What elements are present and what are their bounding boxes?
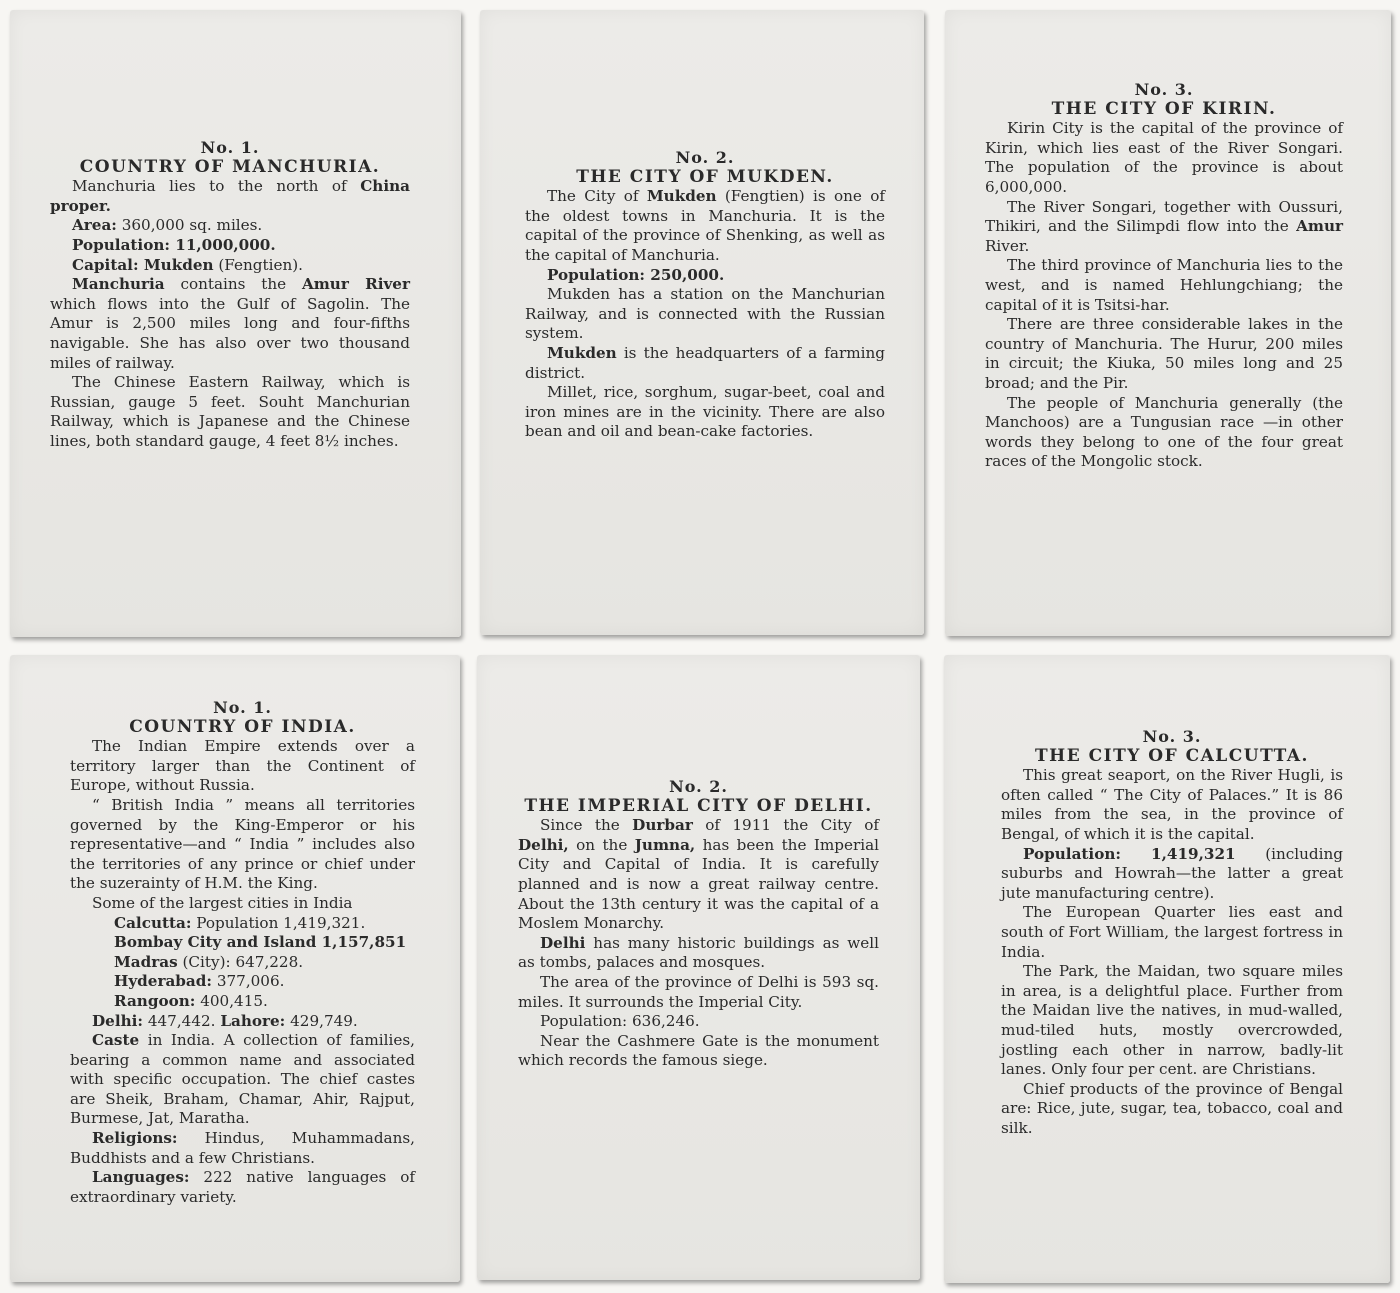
paragraph: Manchuria lies to the north of China proper. bbox=[50, 177, 410, 215]
card-number: No. 2. bbox=[675, 148, 735, 167]
paragraph: Some of the largest cities in India bbox=[92, 893, 353, 912]
card-text bbox=[70, 698, 415, 1207]
paragraph: Chief products of the province of Bengal are: Rice, jute, sugar, tea, tobacco, coal and silk. bbox=[1001, 1079, 1343, 1137]
card-title: THE CITY OF KIRIN. bbox=[1051, 98, 1277, 119]
area-line: Area: 360,000 sq. miles. bbox=[72, 216, 263, 235]
card-title: THE CITY OF CALCUTTA. bbox=[1035, 745, 1309, 766]
card-title: THE CITY OF MUKDEN. bbox=[576, 166, 834, 187]
card-number: No. 3. bbox=[1142, 727, 1202, 746]
card-number: No. 2. bbox=[669, 777, 728, 796]
paragraph: The area of the province of Delhi is 593 sq. miles. It surrounds the Imperial City. bbox=[518, 972, 879, 1011]
card-text bbox=[985, 80, 1343, 472]
population-line: Population: 11,000,000. bbox=[72, 235, 276, 254]
card-text bbox=[518, 777, 879, 1071]
card-city-of-mukden bbox=[480, 10, 924, 635]
paragraph: There are three considerable lakes in the country of Manchuria. The Hurur, 200 miles in circuit; the Kiuka, 50 miles long and 25 broad; and the Pir. bbox=[985, 315, 1343, 392]
paragraph: Mukden is the headquarters of a farming district. bbox=[525, 343, 885, 382]
card-text bbox=[1001, 727, 1343, 1138]
paragraph: Languages: 222 native languages of extraordinary variety. bbox=[70, 1168, 415, 1206]
card-title: COUNTRY OF INDIA. bbox=[129, 716, 356, 737]
city-line: Madras (City): 647,228. bbox=[114, 952, 304, 971]
card-text bbox=[50, 138, 410, 452]
paragraph: This great seaport, on the River Hugli, is often called “ The City of Palaces.” It is 86 miles from the sea, in the province of Bengal, of which it is the capital. bbox=[1001, 766, 1343, 843]
capital-line: Capital: Mukden (Fengtien). bbox=[72, 255, 303, 274]
paragraph: Millet, rice, sorghum, sugar-beet, coal and iron mines are in the vicinity. There are also bean and oil and bean-cake factories. bbox=[525, 383, 885, 441]
city-line: Delhi: 447,442. Lahore: 429,749. bbox=[92, 1011, 358, 1030]
population-line: Population: 1,419,321 (including suburbs and Howrah—the latter a great jute manufacturing centre). bbox=[1001, 844, 1343, 902]
paragraph: Near the Cashmere Gate is the monument which records the famous siege. bbox=[518, 1031, 879, 1070]
paragraph: Delhi has many historic buildings as well as tombs, palaces and mosques. bbox=[518, 933, 879, 972]
card-title: THE IMPERIAL CITY OF DELHI. bbox=[524, 795, 873, 816]
paragraph: The third province of Manchuria lies to the west, and is named Hehlungchiang; the capital of it is Tsitsi-har. bbox=[985, 256, 1343, 314]
paragraph: The people of Manchuria generally (the Manchoos) are a Tungusian race —in other words they belong to one of the four great races of the Mongolic stock. bbox=[985, 393, 1343, 471]
city-line: Hyderabad: 377,006. bbox=[114, 972, 285, 991]
card-number: No. 3. bbox=[1134, 80, 1194, 99]
paragraph: Religions: Hindus, Muhammadans, Buddhists and a few Christians. bbox=[70, 1129, 415, 1167]
city-line: Rangoon: 400,415. bbox=[114, 991, 268, 1010]
paragraph: The European Quarter lies east and south of Fort William, the largest fortress in India. bbox=[1001, 903, 1343, 961]
card-country-of-manchuria bbox=[10, 10, 461, 637]
paragraph: “ British India ” means all territories governed by the King-Emperor or his representative—and “ India ” includes also the territories of any prince or chief under the suzerainty of H.M. the King. bbox=[70, 795, 415, 893]
card-title: COUNTRY OF MANCHURIA. bbox=[79, 156, 381, 177]
paragraph: The City of Mukden (Fengtien) is one of the oldest towns in Manchuria. It is the capital of the province of Shenking, as well as the capital of Manchuria. bbox=[525, 187, 886, 264]
card-city-of-kirin bbox=[945, 10, 1391, 636]
city-line: Calcutta: Population 1,419,321. bbox=[114, 913, 366, 932]
paragraph: The Chinese Eastern Railway, which is Russian, gauge 5 feet. Souht Manchurian Railway, which is Japanese and the Chinese lines, both standard gauge, 4 feet 8½ inches. bbox=[50, 373, 410, 450]
paragraph: The River Songari, together with Oussuri, Thikiri, and the Silimpdi flow into the Amur River. bbox=[985, 197, 1343, 255]
card-number: No. 1. bbox=[213, 698, 272, 717]
paragraph: The Park, the Maidan, two square miles in area, is a delightful place. Further from the Maidan live the natives, in mud-walled, mud-tiled huts, mostly overcrowded, jostling each other in narrow, badly-lit lanes. Only four per cent. are Christians. bbox=[1001, 962, 1343, 1079]
card-imperial-city-of-delhi bbox=[477, 655, 920, 1280]
population-line: Population: 636,246. bbox=[540, 1012, 700, 1031]
card-number: No. 1. bbox=[200, 138, 260, 157]
paragraph: Since the Durbar of 1911 the City of Delhi, on the Jumna, has been the Imperial City and Capital of India. It is carefully planned and is now a great railway centre. About the 13th century it was the capital of a Moslem Monarchy. bbox=[518, 816, 879, 933]
card-text bbox=[525, 148, 885, 442]
paragraph: The Indian Empire extends over a territory larger than the Continent of Europe, without Russia. bbox=[70, 737, 415, 795]
card-city-of-calcutta bbox=[944, 655, 1390, 1283]
paragraph: Mukden has a station on the Manchurian Railway, and is connected with the Russian system. bbox=[525, 285, 885, 343]
paragraph: Manchuria contains the Amur River which flows into the Gulf of Sagolin. The Amur is 2,500 miles long and four-fifths navigable. She has also over two thousand miles of railway. bbox=[50, 275, 410, 372]
city-line: Bombay City and Island 1,157,851 bbox=[114, 933, 407, 952]
population-line: Population: 250,000. bbox=[547, 265, 725, 284]
paragraph: Kirin City is the capital of the province of Kirin, which lies east of the River Songari. The population of the province is about 6,000,000. bbox=[985, 119, 1343, 196]
paragraph: Caste in India. A collection of families, bearing a common name and associated with specific occupation. The chief castes are Sheik, Braham, Chamar, Ahir, Rajput, Burmese, Jat, Maratha. bbox=[70, 1031, 415, 1128]
card-country-of-india bbox=[10, 655, 460, 1282]
